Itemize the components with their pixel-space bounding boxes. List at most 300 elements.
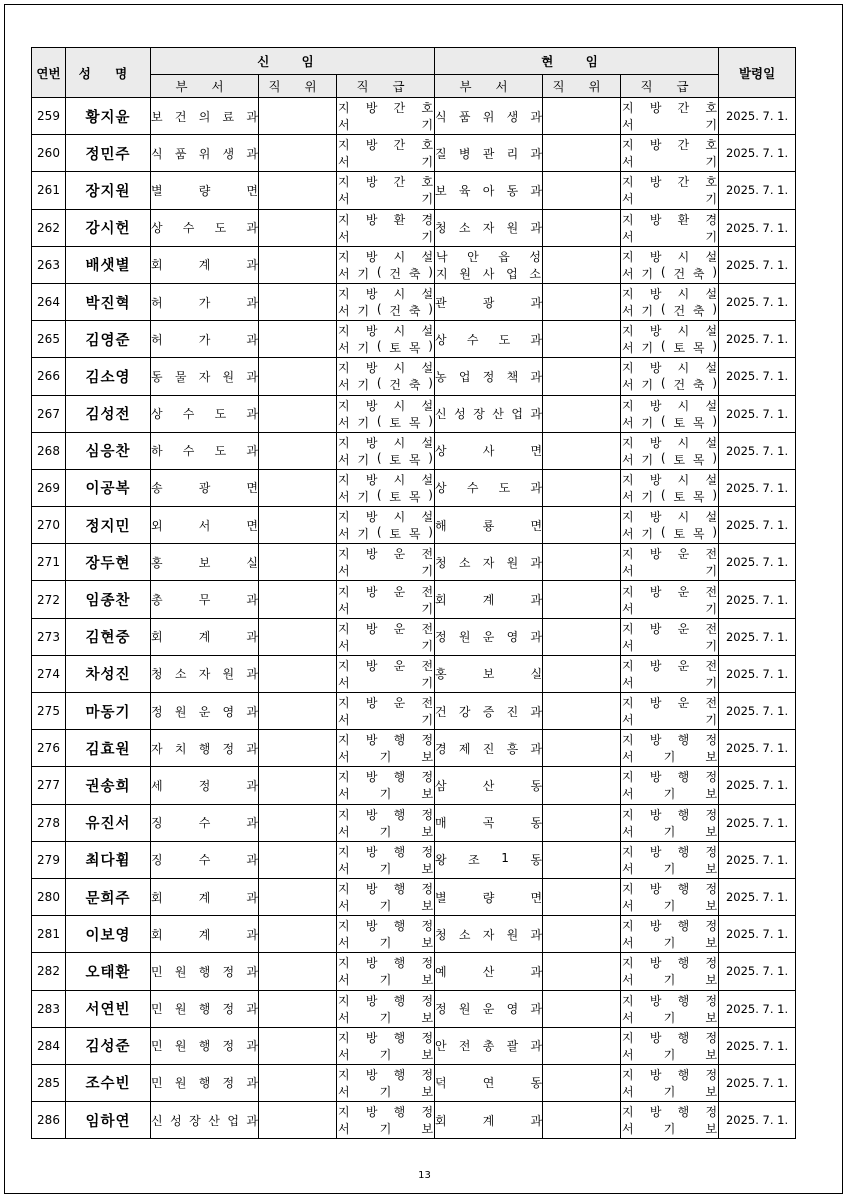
current-grade-line1: 지 방 행 정: [622, 1030, 718, 1045]
current-dept-cell: [435, 990, 543, 1027]
table-row: [32, 358, 796, 395]
new-dept: 민 원 행 정 과: [151, 1002, 258, 1017]
current-position: [543, 693, 621, 730]
appointment-date: 2025. 7. 1.: [719, 246, 796, 283]
row-number: 266: [32, 358, 66, 395]
current-grade: [621, 358, 719, 395]
row-number: 260: [32, 135, 66, 172]
current-grade: [621, 878, 719, 915]
current-position: [543, 321, 621, 358]
new-dept: 총 무 과: [151, 593, 258, 608]
current-grade: [621, 321, 719, 358]
new-dept-cell: [151, 767, 259, 804]
current-dept: 매 곡 동: [435, 816, 543, 831]
current-grade: [621, 209, 719, 246]
current-dept: 관 광 과: [435, 295, 543, 310]
current-dept-cell: [435, 953, 543, 990]
appointment-date: 2025. 7. 1.: [719, 581, 796, 618]
row-number: 279: [32, 841, 66, 878]
current-dept-cell: [435, 469, 543, 506]
current-grade-line1: 지 방 시 설: [622, 287, 718, 302]
current-grade-line2: 서 기 보: [622, 824, 718, 839]
new-position: [259, 135, 337, 172]
new-dept-cell: [151, 135, 259, 172]
current-grade-line2: 서 기: [622, 675, 718, 690]
new-grade: [337, 1064, 435, 1101]
new-dept: 식 품 위 생 과: [151, 146, 258, 161]
current-position: [543, 581, 621, 618]
current-position: [543, 135, 621, 172]
current-grade-line2: 서 기 ( 건 축 ): [622, 376, 717, 393]
new-dept-cell: [151, 283, 259, 320]
current-dept-cell: [435, 655, 543, 692]
new-position: [259, 1064, 337, 1101]
new-grade-line2: 서 기 보: [338, 824, 434, 839]
current-dept: 덕 연 동: [435, 1076, 543, 1091]
current-dept-cell: [435, 618, 543, 655]
current-dept-cell: [435, 1027, 543, 1064]
current-grade-line1: 지 방 간 호: [622, 101, 718, 116]
new-dept: 보 건 의 료 과: [151, 109, 258, 124]
appointment-date: 2025. 7. 1.: [719, 767, 796, 804]
current-grade-line2: 서 기 보: [622, 899, 718, 914]
new-dept: 동 물 자 원 과: [151, 369, 258, 384]
row-number: 263: [32, 246, 66, 283]
new-position: [259, 469, 337, 506]
row-number: 276: [32, 730, 66, 767]
appointment-date: 2025. 7. 1.: [719, 358, 796, 395]
new-dept-cell: [151, 246, 259, 283]
row-number: 271: [32, 544, 66, 581]
current-dept-cell: [435, 804, 543, 841]
header-new-position: 직 위: [259, 75, 337, 98]
row-number: 273: [32, 618, 66, 655]
current-grade: [621, 469, 719, 506]
person-name: 이공복: [66, 469, 151, 506]
new-grade: [337, 1027, 435, 1064]
current-grade-line1: 지 방 행 정: [622, 733, 718, 748]
new-grade: [337, 395, 435, 432]
new-dept: 징 수 과: [151, 816, 258, 831]
person-name: 장두현: [66, 544, 151, 581]
row-number: 270: [32, 507, 66, 544]
current-position: [543, 283, 621, 320]
current-grade-line1: 지 방 운 전: [622, 658, 718, 673]
current-grade-line2: 서 기 보: [622, 973, 718, 988]
current-dept-cell: [435, 767, 543, 804]
current-dept-cell: [435, 730, 543, 767]
new-grade-line2: 서 기: [338, 229, 434, 244]
row-number: 280: [32, 878, 66, 915]
new-grade-line1: 지 방 행 정: [338, 770, 434, 785]
new-grade-line2: 서 기: [338, 192, 434, 207]
new-grade: [337, 841, 435, 878]
new-grade: [337, 432, 435, 469]
current-grade: [621, 283, 719, 320]
current-grade-line2: 서 기: [622, 229, 718, 244]
row-number: 262: [32, 209, 66, 246]
new-position: [259, 172, 337, 209]
current-grade: [621, 172, 719, 209]
new-position: [259, 581, 337, 618]
new-grade: [337, 135, 435, 172]
new-grade-line2: 서 기: [338, 675, 434, 690]
new-grade: [337, 172, 435, 209]
new-dept-cell: [151, 990, 259, 1027]
new-grade: [337, 98, 435, 135]
new-position: [259, 655, 337, 692]
new-position: [259, 730, 337, 767]
current-dept: 청 소 자 원 과: [435, 555, 542, 570]
new-position: [259, 98, 337, 135]
table-row: [32, 953, 796, 990]
new-dept-cell: [151, 953, 259, 990]
table-row: [32, 135, 796, 172]
person-name: 김성전: [66, 395, 151, 432]
new-grade-line1: 지 방 간 호: [338, 175, 434, 190]
new-grade-line2: 서 기 보: [338, 1122, 434, 1137]
current-dept-cell: [435, 693, 543, 730]
new-dept-cell: [151, 358, 259, 395]
new-grade-line2: 서 기 ( 토 목 ): [338, 413, 433, 430]
current-grade: [621, 990, 719, 1027]
table-row: [32, 916, 796, 953]
current-grade-line1: 지 방 시 설: [622, 249, 718, 264]
current-grade-line1: 지 방 운 전: [622, 621, 718, 636]
new-dept-cell: [151, 1027, 259, 1064]
header-no: 연번: [32, 48, 66, 98]
new-grade: [337, 804, 435, 841]
table-row: [32, 767, 796, 804]
new-dept: 회 계 과: [151, 890, 258, 905]
current-grade: [621, 1064, 719, 1101]
current-position: [543, 172, 621, 209]
current-grade-line2: 서 기 보: [622, 936, 718, 951]
new-dept: 민 원 행 정 과: [151, 964, 258, 979]
current-grade-line2: 서 기 보: [622, 787, 718, 802]
new-grade-line2: 서 기 보: [338, 973, 434, 988]
table-row: [32, 507, 796, 544]
new-grade-line1: 지 방 시 설: [338, 472, 434, 487]
current-dept: 질 병 관 리 과: [435, 146, 542, 161]
new-dept-cell: [151, 804, 259, 841]
new-grade-line2: 서 기: [338, 601, 434, 616]
new-grade: [337, 358, 435, 395]
page-number: 13: [418, 1170, 431, 1181]
new-dept-cell: [151, 618, 259, 655]
new-grade-line2: 서 기 보: [338, 787, 434, 802]
header-new: 신 임: [151, 48, 435, 75]
current-dept: 낙 안 읍 성: [436, 249, 541, 264]
new-dept: 민 원 행 정 과: [151, 1039, 258, 1054]
new-grade: [337, 693, 435, 730]
new-dept-cell: [151, 916, 259, 953]
table-row: [32, 209, 796, 246]
current-dept: 회 계 과: [435, 593, 543, 608]
new-grade-line2: 서 기 ( 토 목 ): [338, 525, 433, 542]
table-row: [32, 432, 796, 469]
new-grade-line1: 지 방 시 설: [338, 361, 434, 376]
row-number: 268: [32, 432, 66, 469]
current-position: [543, 730, 621, 767]
new-grade-line2: 서 기 보: [338, 1047, 434, 1062]
new-dept: 홍 보 실: [151, 555, 258, 570]
appointment-date: 2025. 7. 1.: [719, 916, 796, 953]
current-position: [543, 544, 621, 581]
current-dept: 해 룡 면: [435, 518, 543, 533]
new-position: [259, 1102, 337, 1139]
header-new-grade: 직 급: [337, 75, 435, 98]
appointment-date: 2025. 7. 1.: [719, 98, 796, 135]
row-number: 275: [32, 693, 66, 730]
appointment-date: 2025. 7. 1.: [719, 172, 796, 209]
current-grade-line2: 서 기 보: [622, 861, 718, 876]
current-position: [543, 878, 621, 915]
new-dept-cell: [151, 432, 259, 469]
person-name: 이보영: [66, 916, 151, 953]
current-grade: [621, 655, 719, 692]
current-dept-cell: [435, 1064, 543, 1101]
new-dept: 세 정 과: [151, 778, 258, 793]
current-dept-cell: [435, 432, 543, 469]
new-dept-cell: [151, 507, 259, 544]
person-name: 오태환: [66, 953, 151, 990]
appointment-date: 2025. 7. 1.: [719, 1027, 796, 1064]
new-grade-line1: 지 방 운 전: [338, 621, 434, 636]
new-dept-cell: [151, 1102, 259, 1139]
new-grade-line1: 지 방 운 전: [338, 584, 434, 599]
table-row: [32, 990, 796, 1027]
current-grade-line2: 서 기 ( 토 목 ): [622, 339, 717, 356]
row-number: 274: [32, 655, 66, 692]
table-row: [32, 1027, 796, 1064]
current-grade-line2: 서 기: [622, 601, 718, 616]
current-position: [543, 1027, 621, 1064]
new-dept-cell: [151, 730, 259, 767]
current-dept-cell: [435, 841, 543, 878]
current-grade: [621, 916, 719, 953]
new-position: [259, 693, 337, 730]
appointment-date: 2025. 7. 1.: [719, 878, 796, 915]
current-grade-line2: 서 기 ( 건 축 ): [622, 264, 717, 281]
current-dept-line2: 지 원 사 업 소: [436, 266, 541, 281]
new-grade: [337, 990, 435, 1027]
row-number: 278: [32, 804, 66, 841]
current-dept: 상 사 면: [435, 444, 543, 459]
new-dept: 별 량 면: [151, 183, 258, 198]
current-position: [543, 618, 621, 655]
current-grade-line1: 지 방 행 정: [622, 1105, 718, 1120]
current-grade-line2: 서 기: [622, 564, 718, 579]
current-grade-line1: 지 방 시 설: [622, 472, 718, 487]
header-new-dept: 부 서: [151, 75, 259, 98]
current-grade-line1: 지 방 행 정: [622, 770, 718, 785]
new-grade-line1: 지 방 행 정: [338, 844, 434, 859]
current-grade-line1: 지 방 행 정: [622, 956, 718, 971]
row-number: 269: [32, 469, 66, 506]
current-dept: 경 제 진 흥 과: [435, 741, 542, 756]
person-name: 강시헌: [66, 209, 151, 246]
row-number: 267: [32, 395, 66, 432]
current-grade-line1: 지 방 행 정: [622, 993, 718, 1008]
current-position: [543, 98, 621, 135]
new-grade-line2: 서 기 보: [338, 861, 434, 876]
appointment-date: 2025. 7. 1.: [719, 469, 796, 506]
new-grade-line2: 서 기: [338, 118, 434, 133]
new-grade-line1: 지 방 시 설: [338, 510, 434, 525]
current-dept-cell: [435, 135, 543, 172]
current-grade-line1: 지 방 시 설: [622, 324, 718, 339]
person-name: 문희주: [66, 878, 151, 915]
appointment-date: 2025. 7. 1.: [719, 841, 796, 878]
new-grade-line2: 서 기 ( 토 목 ): [338, 450, 433, 467]
current-grade-line2: 서 기 보: [622, 1084, 718, 1099]
current-position: [543, 246, 621, 283]
current-grade: [621, 135, 719, 172]
person-name: 마동기: [66, 693, 151, 730]
current-position: [543, 655, 621, 692]
current-grade: [621, 544, 719, 581]
new-dept: 회 계 과: [151, 630, 258, 645]
new-grade-line1: 지 방 운 전: [338, 696, 434, 711]
current-grade-line1: 지 방 행 정: [622, 807, 718, 822]
current-grade: [621, 767, 719, 804]
current-grade: [621, 432, 719, 469]
new-position: [259, 507, 337, 544]
row-number: 272: [32, 581, 66, 618]
new-dept: 신 성 장 산 업 과: [151, 1113, 258, 1128]
current-dept: 상 수 도 과: [435, 481, 543, 496]
appointment-date: 2025. 7. 1.: [719, 693, 796, 730]
current-dept: 예 산 과: [435, 964, 543, 979]
new-position: [259, 246, 337, 283]
new-dept-cell: [151, 655, 259, 692]
new-position: [259, 1027, 337, 1064]
appointment-date: 2025. 7. 1.: [719, 283, 796, 320]
new-position: [259, 395, 337, 432]
current-grade-line2: 서 기 ( 건 축 ): [622, 302, 717, 319]
current-grade-line2: 서 기 보: [622, 1122, 718, 1137]
new-grade-line2: 서 기 보: [338, 936, 434, 951]
row-number: 285: [32, 1064, 66, 1101]
new-grade-line1: 지 방 행 정: [338, 807, 434, 822]
new-grade-line1: 지 방 행 정: [338, 882, 434, 897]
table-row: [32, 321, 796, 358]
current-position: [543, 432, 621, 469]
new-dept: 허 가 과: [151, 295, 258, 310]
new-grade: [337, 469, 435, 506]
new-grade-line2: 서 기 보: [338, 1010, 434, 1025]
person-name: 심응찬: [66, 432, 151, 469]
new-grade-line2: 서 기: [338, 638, 434, 653]
person-name: 유진서: [66, 804, 151, 841]
new-position: [259, 953, 337, 990]
current-grade-line1: 지 방 운 전: [622, 547, 718, 562]
person-name: 황지윤: [66, 98, 151, 135]
current-dept: 별 량 면: [435, 890, 543, 905]
appointment-date: 2025. 7. 1.: [719, 507, 796, 544]
table-row: [32, 655, 796, 692]
new-grade: [337, 655, 435, 692]
current-grade: [621, 953, 719, 990]
appointment-date: 2025. 7. 1.: [719, 618, 796, 655]
table-row: [32, 283, 796, 320]
row-number: 282: [32, 953, 66, 990]
new-grade: [337, 581, 435, 618]
table-row: [32, 804, 796, 841]
appointment-date: 2025. 7. 1.: [719, 804, 796, 841]
current-grade-line1: 지 방 행 정: [622, 1067, 718, 1082]
new-grade-line1: 지 방 환 경: [338, 212, 434, 227]
current-dept: 정 원 운 영 과: [435, 630, 542, 645]
current-position: [543, 395, 621, 432]
new-position: [259, 432, 337, 469]
current-grade: [621, 618, 719, 655]
appointment-date: 2025. 7. 1.: [719, 1064, 796, 1101]
current-position: [543, 507, 621, 544]
person-name: 배샛별: [66, 246, 151, 283]
current-grade-line2: 서 기 ( 토 목 ): [622, 525, 717, 542]
person-name: 임종찬: [66, 581, 151, 618]
header-cur-dept: 부 서: [435, 75, 543, 98]
current-grade: [621, 730, 719, 767]
current-dept-cell: [435, 358, 543, 395]
new-grade-line1: 지 방 시 설: [338, 435, 434, 450]
appointment-date: 2025. 7. 1.: [719, 544, 796, 581]
current-grade: [621, 395, 719, 432]
current-position: [543, 1102, 621, 1139]
personnel-table: [31, 47, 796, 1139]
current-grade-line2: 서 기 보: [622, 1047, 718, 1062]
new-grade: [337, 618, 435, 655]
current-dept: 홍 보 실: [435, 667, 543, 682]
new-grade: [337, 1102, 435, 1139]
current-dept: 신 성 장 산 업 과: [435, 407, 543, 422]
person-name: 김효원: [66, 730, 151, 767]
current-grade: [621, 804, 719, 841]
current-grade: [621, 841, 719, 878]
table-row: [32, 693, 796, 730]
current-grade-line2: 서 기: [622, 638, 718, 653]
new-grade: [337, 246, 435, 283]
person-name: 김성준: [66, 1027, 151, 1064]
new-grade-line1: 지 방 행 정: [338, 956, 434, 971]
table-row: [32, 618, 796, 655]
new-grade: [337, 767, 435, 804]
current-position: [543, 767, 621, 804]
current-dept: 식 품 위 생 과: [435, 109, 542, 124]
new-dept: 회 계 과: [151, 927, 258, 942]
new-dept-cell: [151, 581, 259, 618]
appointment-date: 2025. 7. 1.: [719, 1102, 796, 1139]
current-position: [543, 209, 621, 246]
new-dept-cell: [151, 544, 259, 581]
table-row: [32, 841, 796, 878]
current-grade-line1: 지 방 운 전: [622, 584, 718, 599]
current-dept: 왕 조 1 동: [435, 851, 542, 868]
header-cur-grade: 직 급: [621, 75, 719, 98]
current-dept-cell: [435, 246, 543, 283]
person-name: 정지민: [66, 507, 151, 544]
row-number: 281: [32, 916, 66, 953]
person-name: 차성진: [66, 655, 151, 692]
appointment-date: 2025. 7. 1.: [719, 135, 796, 172]
row-number: 264: [32, 283, 66, 320]
new-dept-cell: [151, 693, 259, 730]
current-dept-cell: [435, 544, 543, 581]
current-grade: [621, 246, 719, 283]
new-dept-cell: [151, 98, 259, 135]
